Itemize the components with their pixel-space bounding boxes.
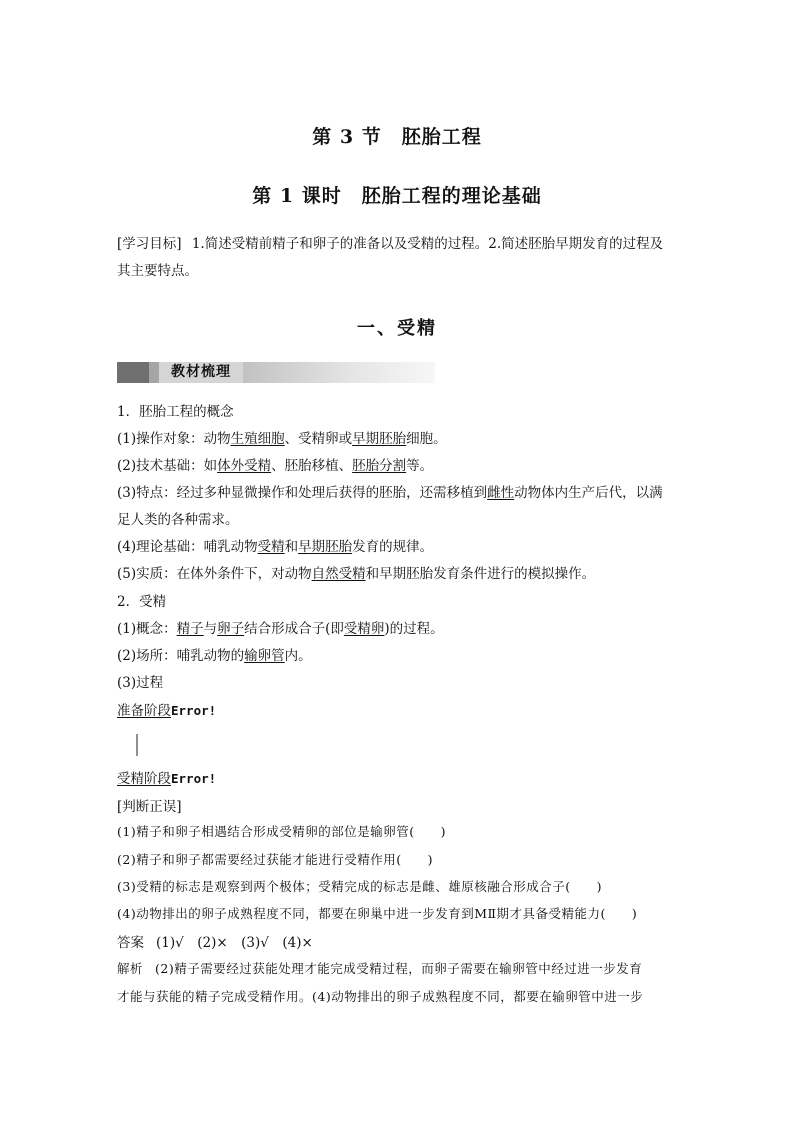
text: )的过程。 <box>384 621 444 637</box>
stage-preparation <box>117 699 216 719</box>
blank-answer: 卵子 <box>217 621 245 637</box>
text: 与 <box>203 621 218 637</box>
analysis-cont: 才能与获能的精子完成受精作用。(4)动物排出的卵子成熟程度不同，都要在输卵管中进一步 <box>117 989 644 1004</box>
text: 动物体内生产后代，以满 <box>514 485 663 501</box>
operation-object <box>117 427 447 447</box>
blank-answer: 受精卵 <box>343 621 385 637</box>
blank-answer: 自然受精 <box>311 566 366 582</box>
essence <box>117 562 595 582</box>
features-cont: 足人类的各种需求。 <box>117 512 239 528</box>
part-heading: 一、受精 <box>357 318 437 339</box>
objectives-text-cont: 其主要特点。 <box>117 263 198 279</box>
blank-answer: 早期胚胎 <box>298 539 353 555</box>
error-text: Error! <box>171 771 217 786</box>
judge-heading: [判断正误] <box>117 799 182 815</box>
analysis-label: 解析 <box>117 961 144 976</box>
text: (3)特点：经过多种显微操作和处理后获得的胚胎，还需移植到 <box>117 485 488 501</box>
text: 、胚胎移植、 <box>271 458 353 474</box>
fertilization-concept <box>117 617 444 637</box>
judge-q4: (4)动物排出的卵子成熟程度不同，都要在卵巢中进一步发育到MⅡ期才具备受精能力( ) <box>117 906 638 921</box>
analysis-line <box>117 959 642 977</box>
textbook-review-banner <box>117 362 435 383</box>
fertilization-place <box>117 644 312 664</box>
banner-accent <box>117 362 149 383</box>
text: (5)实质：在体外条件下，对动物 <box>117 566 312 582</box>
item2-heading: 2．受精 <box>117 594 167 610</box>
stage-label: 受精阶段 <box>117 771 171 787</box>
error-text: Error! <box>171 703 217 718</box>
text: (1)概念： <box>117 621 177 637</box>
answer-text: (1)√ (2)× (3)√ (4)× <box>156 935 313 951</box>
objectives-label: [学习目标] <box>117 236 182 252</box>
item1-heading: 1．胚胎工程的概念 <box>117 404 234 420</box>
features <box>117 481 663 501</box>
text: 结合形成合子(即 <box>244 621 344 637</box>
text: 细胞。 <box>406 431 447 447</box>
blank-answer: 雌性 <box>487 485 515 501</box>
learning-objectives <box>117 231 682 285</box>
blank-answer: 受精 <box>257 539 285 555</box>
text: 和早期胚胎发育条件进行的模拟操作。 <box>365 566 596 582</box>
judge-q2: (2)精子和卵子都需要经过获能才能进行受精作用( ) <box>117 852 433 867</box>
blank-answer: 早期胚胎 <box>352 431 407 447</box>
blank-answer: 输卵管 <box>244 648 285 664</box>
theory-basis <box>117 535 433 555</box>
lesson-title: 第 1 课时 胚胎工程的理论基础 <box>252 185 542 207</box>
judge-q1: (1)精子和卵子相遇结合形成受精卵的部位是输卵管( ) <box>117 824 446 839</box>
answer-label: 答案 <box>117 935 144 951</box>
text: (2)技术基础：如 <box>117 458 218 474</box>
text: (4)理论基础：哺乳动物 <box>117 539 258 555</box>
objectives-text: 1.简述受精前精子和卵子的准备以及受精的过程。2.简述胚胎早期发育的过程及 <box>191 236 664 252</box>
text: 和 <box>284 539 299 555</box>
process-label: (3)过程 <box>117 675 164 691</box>
answer-line <box>117 931 313 951</box>
text: (1)操作对象：动物 <box>117 431 231 447</box>
blank-answer: 胚胎分割 <box>352 458 407 474</box>
judge-q3: (3)受精的标志是观察到两个极体；受精完成的标志是雌、雄原核融合形成合子( ) <box>117 879 602 894</box>
stage-fertilization <box>117 767 216 787</box>
text: 、受精卵或 <box>284 431 353 447</box>
banner-label: 教材梳理 <box>159 362 243 383</box>
blank-answer: 生殖细胞 <box>230 431 285 447</box>
text: 发育的规律。 <box>352 539 434 555</box>
text: 内。 <box>284 648 312 664</box>
text: 等。 <box>406 458 434 474</box>
stage-label: 准备阶段 <box>117 703 171 719</box>
section-title: 第 3 节 胚胎工程 <box>312 126 482 148</box>
analysis-text: (2)精子需要经过获能处理才能完成受精过程，而卵子需要在输卵管中经过进一步发育 <box>155 961 643 976</box>
blank-answer: 精子 <box>176 621 204 637</box>
text: (2)场所：哺乳动物的 <box>117 648 245 664</box>
down-arrow-icon <box>136 734 138 756</box>
technical-basis <box>117 454 433 474</box>
blank-answer: 体外受精 <box>217 458 272 474</box>
